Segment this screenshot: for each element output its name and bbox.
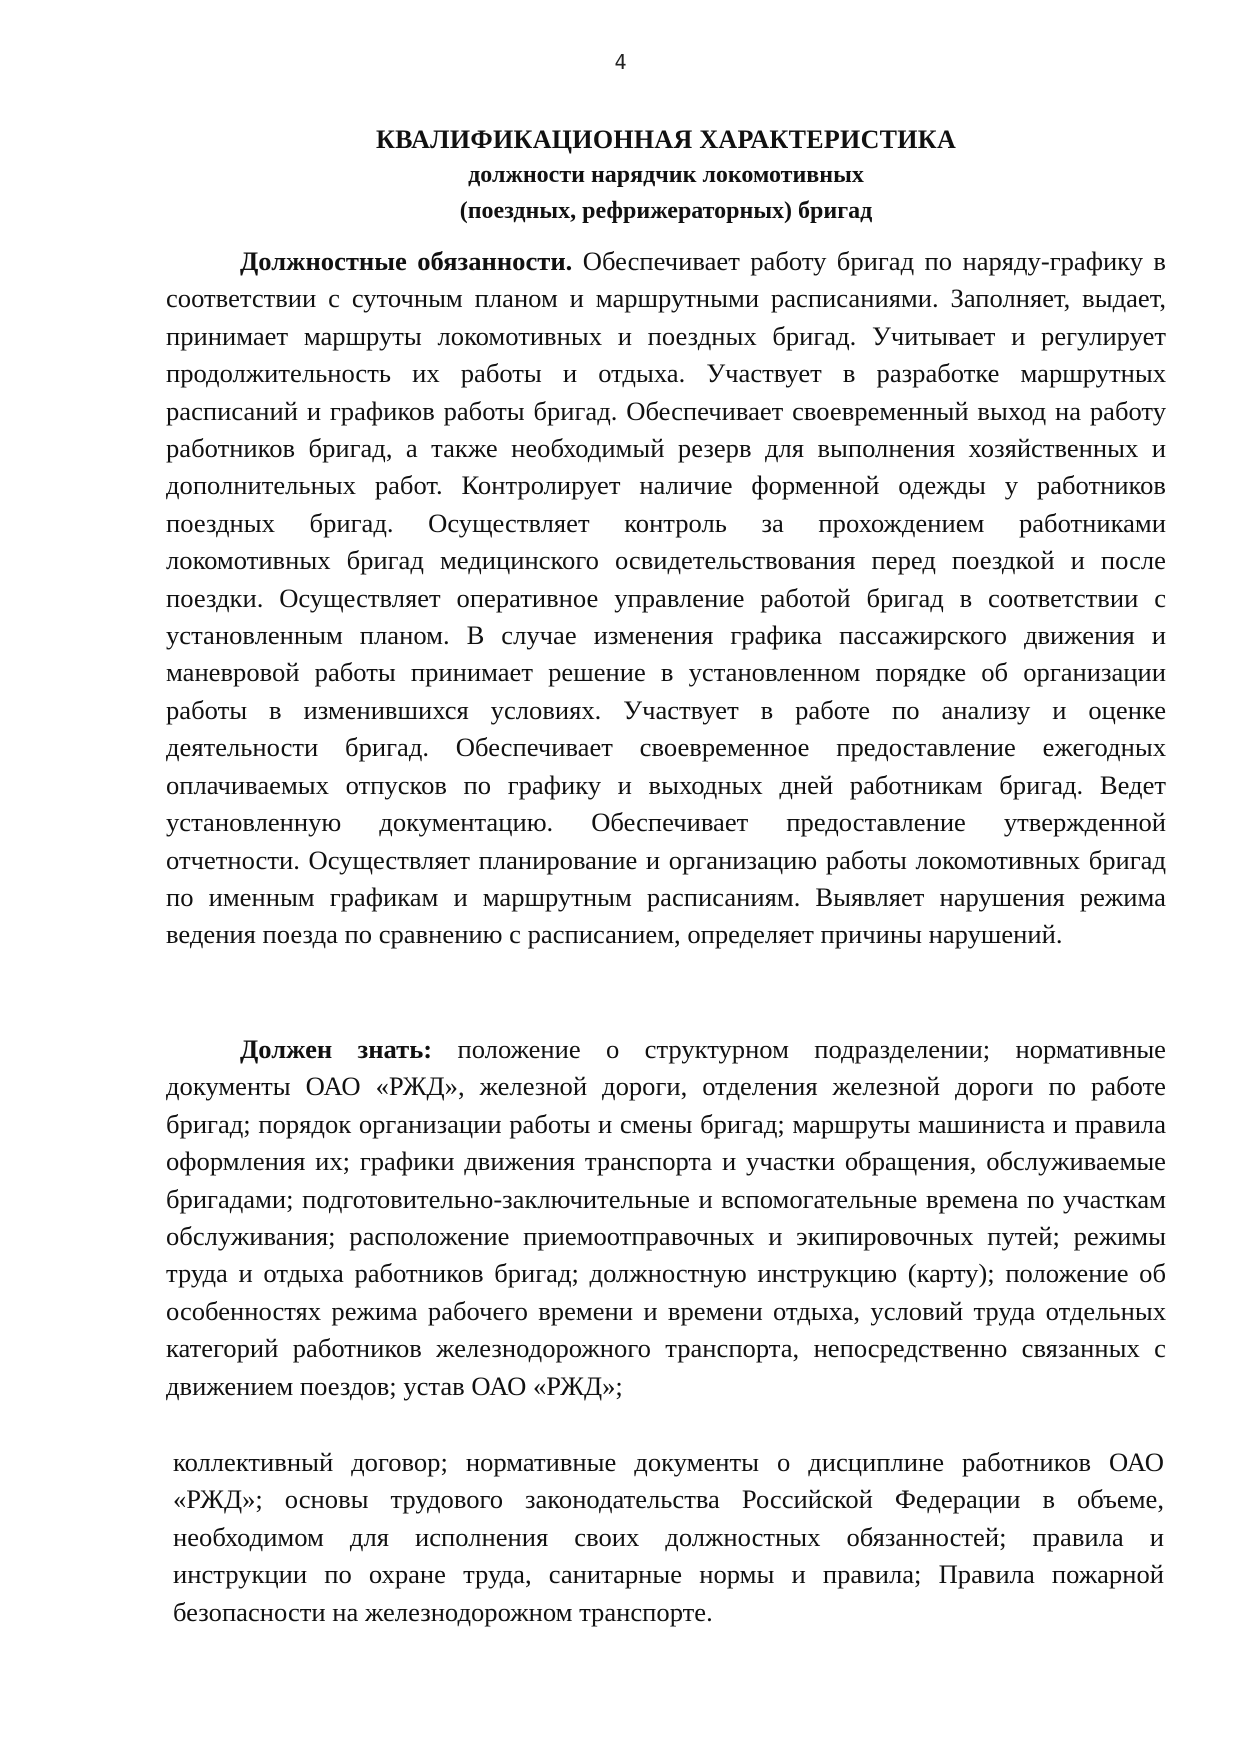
knowledge-paragraph bbox=[166, 1031, 1166, 1405]
page-number: 4 bbox=[614, 50, 627, 74]
knowledge-lead: Должен знать: bbox=[240, 1034, 433, 1064]
document-subtitle-line1: должности нарядчик локомотивных bbox=[468, 162, 864, 188]
duties-text: Обеспечивает работу бригад по наряду-графику в соответствии с суточным планом и маршрутными расписаниями. Заполняет, выдает, принимает маршруты локомотивных и поездных бригад. Учитывает и регулирует продолжительность их работы и отдыха. Участвует в разработке маршрутных расписаний и графиков работы бригад. Обеспечивает своевременный выход на работу работников бригад, а также необходимый резерв для выполнения хозяйственных и дополнительных работ. Контролирует наличие форменной одежды у работников поездных бригад. Осуществляет контроль за прохождением работниками локомотивных бригад медицинского освидетельствования перед поездкой и после поездки. Осуществляет оперативное управление работой бригад в соответствии с установленным планом. В случае изменения графика пассажирского движения и маневровой работы принимает решение в установленном порядке об организации работы в изменившихся условиях. Участвует в работе по анализу и оценке деятельности бригад. Обеспечивает своевременное предоставление ежегодных оплачиваемых отпусков по графику и выходных дней работникам бригад. Ведет установленную документацию. Обеспечивает предоставление утвержденной отчетности. Осуществляет планирование и организацию работы локомотивных бригад по именным графикам и маршрутным расписаниям. Выявляет нарушения режима ведения поезда по сравнению с расписанием, определяет причины нарушений. bbox=[166, 246, 1166, 950]
knowledge-continuation: коллективный договор; нормативные документы о дисциплине работников ОАО «РЖД»; основы трудового законодательства Российской Федерации в объеме, необходимом для исполнения своих должностных обязанностей; правила и инструкции по охране труда, санитарные нормы и правила; Правила пожарной безопасности на железнодорожном транспорте. bbox=[173, 1447, 1164, 1627]
document-title: КВАЛИФИКАЦИОННАЯ ХАРАКТЕРИСТИКА bbox=[375, 125, 957, 154]
duties-paragraph bbox=[166, 243, 1166, 954]
knowledge-text: положение о структурном подразделении; нормативные документы ОАО «РЖД», железной дороги, отделения железной дороги по работе бригад; порядок организации работы и смены бригад; маршруты машиниста и правила оформления их; графики движения транспорта и участки обращения, обслуживаемые бригадами; подготовительно-заключительные и вспомогательные времена по участкам обслуживания; расположение приемоотправочных и экипировочных путей; режимы труда и отдыха работников бригад; должностную инструкцию (карту); положение об особенностях режима рабочего времени и времени отдыха, условий труда отдельных категорий работников железнодорожного транспорта, непосредственно связанных с движением поездов; устав ОАО «РЖД»; bbox=[166, 1034, 1166, 1401]
duties-lead: Должностные обязанности. bbox=[240, 246, 573, 276]
document-subtitle-line2: (поездных, рефрижераторных) бригад bbox=[459, 198, 873, 224]
